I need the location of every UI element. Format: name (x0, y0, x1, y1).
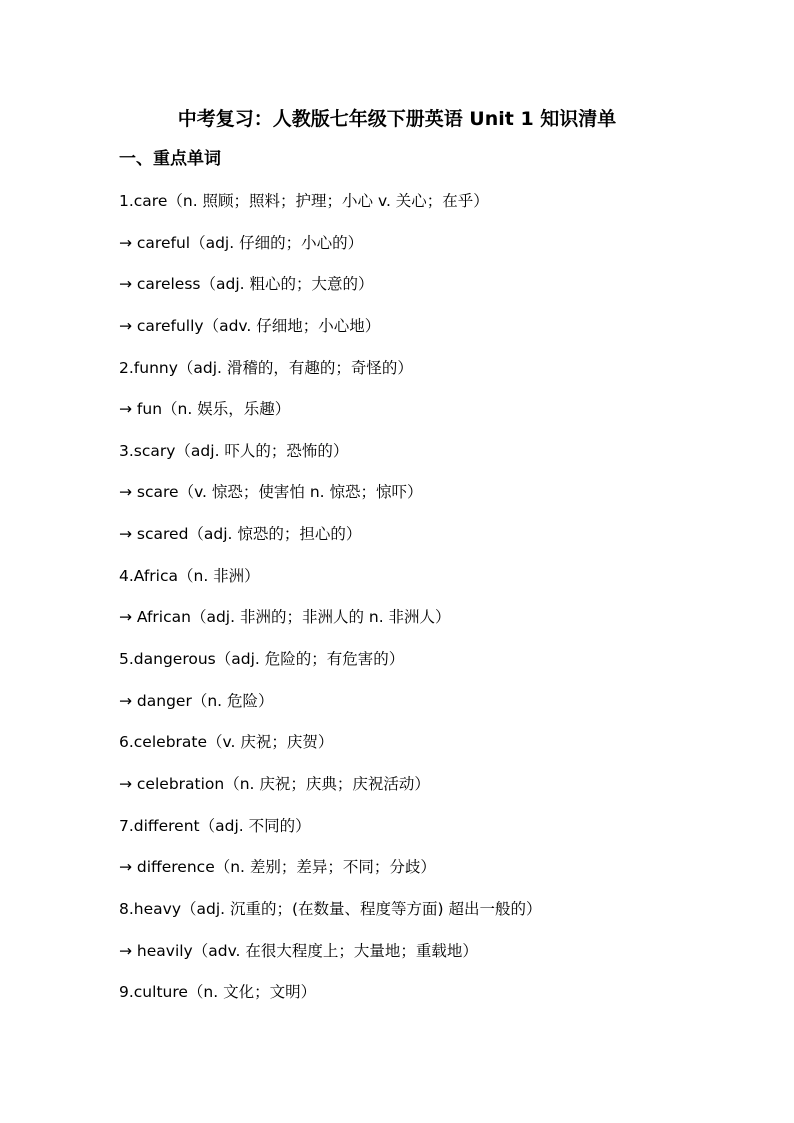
vocab-line: → African（adj. 非洲的；非洲人的 n. 非洲人） (119, 608, 451, 627)
vocab-line: 9.culture（n. 文化；文明） (119, 983, 317, 1002)
vocab-line: → fun（n. 娱乐，乐趣） (119, 400, 291, 419)
vocab-line: 3.scary（adj. 吓人的；恐怖的） (119, 441, 349, 460)
vocab-line: → careless（adj. 粗心的；大意的） (119, 275, 374, 294)
vocab-line: 8.heavy（adj. 沉重的；(在数量、程度等方面) 超出一般的） (119, 899, 542, 918)
vocab-line: 7.different（adj. 不同的） (119, 816, 311, 835)
vocab-line: → carefully（adv. 仔细地；小心地） (119, 316, 381, 335)
vocab-line: 2.funny（adj. 滑稽的，有趣的；奇怪的） (119, 358, 413, 377)
vocab-line: → scare（v. 惊恐；使害怕 n. 惊恐；惊吓） (119, 483, 423, 502)
vocabulary-list (119, 187, 779, 1020)
vocab-line: 4.Africa（n. 非洲） (119, 566, 260, 585)
vocab-line: → danger（n. 危险） (119, 691, 274, 710)
vocab-line: → careful（adj. 仔细的；小心的） (119, 233, 364, 252)
vocab-line: → heavily（adv. 在很大程度上；大量地；重载地） (119, 941, 478, 960)
vocab-line: 5.dangerous（adj. 危险的；有危害的） (119, 650, 405, 669)
vocab-line: 1.care（n. 照顾；照料；护理；小心 v. 关心；在乎） (119, 192, 489, 210)
vocab-line: → scared（adj. 惊恐的；担心的） (119, 525, 362, 544)
vocab-line: → difference（n. 差别；差异；不同；分歧） (119, 858, 436, 877)
section-heading: 一、重点单词 (119, 149, 221, 169)
vocab-line: 6.celebrate（v. 庆祝；庆贺） (119, 733, 334, 752)
vocab-line: → celebration（n. 庆祝；庆典；庆祝活动） (119, 774, 430, 793)
document-title: 中考复习：人教版七年级下册英语 Unit 1 知识清单 (177, 108, 617, 130)
